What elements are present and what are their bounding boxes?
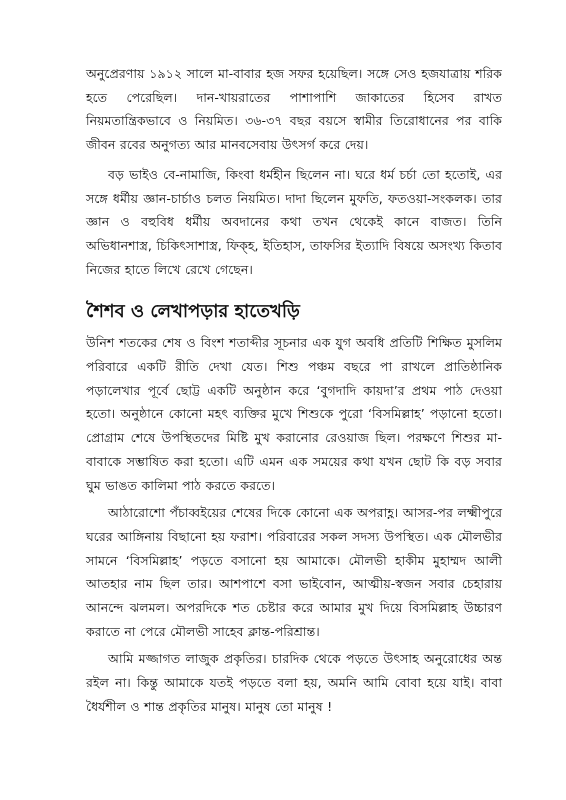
section-heading: শৈশব ও লেখাপড়ার হাতেখড়ি — [86, 301, 300, 323]
paragraph-ceremony: আঠারোশো পঁচাব্বইয়ের শেষের দিকে কোনো এক অপরাহ্ণ। আসর-পর লক্ষ্মীপুরে ঘরের আঙ্গিনায় বিছানো হয় ফরাশ। পরিবারের সকল সদস্য উপস্থিত। এক মৌলভীর সামনে ‘বিসমিল্লাহ’ পড়তে বসানো হয় আমাকে। মৌলভী হাকীম মুহাম্মদ আলী আতহার নাম ছিল তার। আশপাশে বসা ভাইবোন, আত্মীয়-স্বজন সবার চেহারায় আনন্দে ঝলমল। অপরদিকে শত চেষ্টার করে আমার মুখ দিয়ে বিসমিল্লাহ উচ্চারণ করাতে না পেরে মৌলভী সাহেব ক্লান্ত-পরিশ্রান্ত। — [86, 505, 502, 639]
book-page — [86, 62, 502, 719]
paragraph-pilgrimage: অনুপ্রেরণায় ১৯১২ সালে মা-বাবার হজ সফর হয়েছিল। সঙ্গে সেও হজযাত্রায় শরিক হতে পেরেছিল। দান-খায়রাতের পাশাপাশি জাকাতের হিসেব রাখত নিয়মতান্ত্রিকভাবে ও নিয়মিত। ৩৬-৩৭ বছর বয়সে স্বামীর তিরোধানের পর বাকি জীবন রবের অনুগত্য আর মানবসেবায় উৎসর্গ করে দেয়। — [86, 66, 502, 153]
paragraph-tradition: উনিশ শতকের শেষ ও বিংশ শতাব্দীর সূচনার এক যুগ অবধি প্রতিটি শিক্ষিত মুসলিম পরিবারে একটি রীতি দেখা যেত। শিশু পঞ্চম বছরে পা রাখলে প্রাতিষ্ঠানিক পড়ালেখার পূর্বে ছোট্ট একটি অনুষ্ঠান করে ‘বুগদাদি কায়দা’র প্রথম পাঠ দেওয়া হতো। অনুষ্ঠানে কোনো মহৎ ব্যক্তির মুখে শিশুকে পুরো ‘বিসমিল্লাহ’ পড়ানো হতো। প্রোগ্রাম শেষে উপস্থিতদের মিষ্টি মুখ করানোর রেওয়াজ ছিল। পরক্ষণে শিশুর মা-বাবাকে সম্ভাষিত করা হতো। এটি এমন এক সময়ের কথা যখন ছোট কি বড় সবার ঘুম ভাঙত কালিমা পাঠ করতে করতে। — [86, 335, 502, 493]
paragraph-elder-brother: বড় ভাইও বে-নামাজি, কিংবা ধর্মহীন ছিলেন না। ঘরে ধর্ম চর্চা তো হতোই, এর সঙ্গে ধর্মীয় জ্ঞান-চার্চাও চলত নিয়মিত। দাদা ছিলেন মুফতি, ফতওয়া-সংকলক। তার জ্ঞান ও বহুবিধ ধর্মীয় অবদানের কথা তখন থেকেই কানে বাজত। তিনি অভিধানশাস্ত্র, চিকিৎসাশাস্ত্র, ফিক্হ, ইতিহাস, তাফসির ইত্যাদি বিষয়ে অসংখ্য কিতাব নিজের হাতে লিখে রেখে গেছেন। — [86, 166, 502, 277]
paragraph-shy-nature: আমি মজ্জাগত লাজুক প্রকৃতির। চারদিক থেকে পড়তে উৎসাহ অনুরোধের অন্ত রইল না। কিন্তু আমাকে যতই পড়তে বলা হয়, অমনি আমি বোবা হয়ে যাই। বাবা ধৈর্যশীল ও শান্ত প্রকৃতির মানুষ। মানুষ তো মানুষ ! — [86, 651, 502, 714]
